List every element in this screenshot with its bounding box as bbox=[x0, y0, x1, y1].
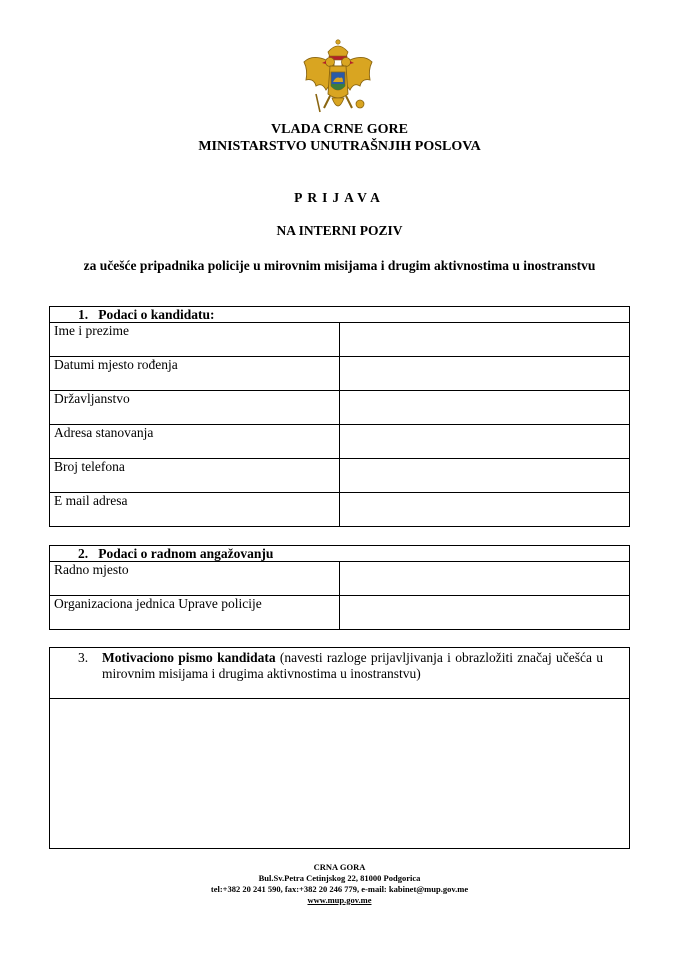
table-row bbox=[50, 493, 630, 527]
coat-of-arms-emblem-icon bbox=[300, 38, 376, 120]
table-row bbox=[50, 391, 630, 425]
employment-data-table bbox=[49, 545, 630, 630]
address-field[interactable] bbox=[340, 425, 630, 459]
section2-title: Podaci o radnom angažovanju bbox=[98, 546, 274, 561]
footer-country: CRNA GORA bbox=[313, 862, 366, 872]
job-position-field[interactable] bbox=[340, 562, 630, 596]
field-label-police-unit: Organizaciona jednica Uprave policije bbox=[50, 596, 340, 630]
government-name: VLADA CRNE GORE bbox=[271, 122, 408, 137]
footer-contacts: tel:+382 20 241 590, fax:+382 20 246 779, e-mail: kabinet@mup.gov.me bbox=[210, 884, 469, 894]
section3-number: 3. bbox=[78, 650, 89, 665]
field-label-job-position: Radno mjesto bbox=[50, 562, 340, 596]
field-label-citizenship: Državljanstvo bbox=[50, 391, 340, 425]
section3-note: (navesti razloge prijavljivanja i obrazložiti značaj učešća u mirovnim misijama i drugima aktivnostima u inostranstvu) bbox=[102, 650, 603, 681]
field-label-phone: Broj telefona bbox=[50, 459, 340, 493]
table-row bbox=[50, 596, 630, 630]
footer-website-link[interactable]: www.mup.gov.me bbox=[307, 895, 372, 905]
phone-field[interactable] bbox=[340, 459, 630, 493]
table-row bbox=[50, 459, 630, 493]
document-title: PRIJAVA bbox=[294, 190, 385, 205]
table-row bbox=[50, 425, 630, 459]
motivation-letter-field[interactable] bbox=[50, 699, 629, 848]
birth-date-place-field[interactable] bbox=[340, 357, 630, 391]
field-label-address: Adresa stanovanja bbox=[50, 425, 340, 459]
full-name-field[interactable] bbox=[340, 323, 630, 357]
table-row bbox=[50, 323, 630, 357]
section1-title: Podaci o kandidatu: bbox=[98, 307, 215, 322]
purpose-text: za učešće pripadnika policije u mirovnim misijama i drugim aktivnostima u inostranstvu bbox=[83, 258, 596, 273]
email-field[interactable] bbox=[340, 493, 630, 527]
ministry-name: MINISTARSTVO UNUTRAŠNJIH POSLOVA bbox=[198, 139, 481, 154]
section3-title: Motivaciono pismo kandidata bbox=[102, 650, 276, 665]
candidate-data-table bbox=[49, 306, 630, 527]
section1-number: 1. bbox=[78, 307, 89, 322]
section2-heading bbox=[50, 546, 630, 562]
section2-number: 2. bbox=[78, 546, 89, 561]
motivation-letter-box bbox=[49, 647, 630, 849]
table-row bbox=[50, 357, 630, 391]
footer-address: Bul.Sv.Petra Cetinjskog 22, 81000 Podgorica bbox=[258, 873, 421, 883]
police-unit-field[interactable] bbox=[340, 596, 630, 630]
section1-heading bbox=[50, 307, 630, 323]
field-label-email: E mail adresa bbox=[50, 493, 340, 527]
field-label-full-name: Ime i prezime bbox=[50, 323, 340, 357]
field-label-birth-date-place: Datumi mjesto rođenja bbox=[50, 357, 340, 391]
document-subtitle: NA INTERNI POZIV bbox=[276, 223, 403, 238]
document-purpose bbox=[0, 258, 679, 274]
citizenship-field[interactable] bbox=[340, 391, 630, 425]
table-row bbox=[50, 562, 630, 596]
section3-heading bbox=[50, 648, 629, 699]
